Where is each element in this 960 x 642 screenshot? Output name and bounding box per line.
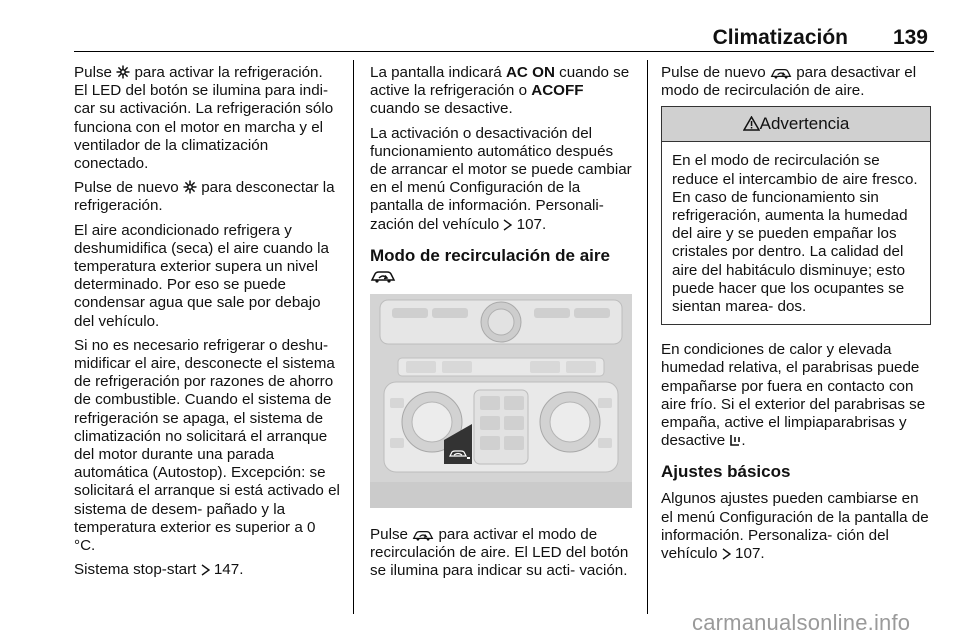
section-heading: Modo de recirculación de aire (370, 246, 634, 286)
snowflake-icon (183, 180, 197, 194)
page-reference-arrow-icon (201, 564, 210, 576)
warning-box (661, 106, 931, 325)
paragraph: La pantalla indicará AC ON cuando se active la refrigeración o ACOFF cuando se desactive. (370, 64, 630, 118)
recirculation-icon (370, 269, 396, 283)
paragraph: Pulse de nuevo para desactivar el modo de recirculación de aire. (661, 64, 917, 100)
paragraph: La activación o desactivación del funcionamiento automático después de arrancar el motor se puede cambiar en el menú Configuración de la pantalla de información. Personali- zación del vehículo 107. (370, 124, 632, 233)
column-3 (661, 64, 931, 569)
page-reference-arrow-icon (722, 548, 731, 560)
paragraph: Pulse para activar el modo de recirculación de aire. El LED del botón se ilumina para indicar su acti- vación. (370, 525, 629, 580)
column-1 (74, 64, 340, 585)
column-divider-1 (353, 60, 354, 614)
paragraph: Si no es necesario refrigerar o deshu- midificar el aire, desconecte el sistema de refrigeración por razones de ahorro de combustible. Cuando el sistema de refrigeración se apaga, el sistema de climatización no solicitará el arranque del motor durante una parada automática (Autostop). Excepción: se solicitará el arranque si está activado el sistema de desem- pañado y la temperatura exterior es superior a 0 °C. (74, 336, 340, 555)
paragraph: El aire acondicionado refrigera y deshumidifica (seca) el aire cuando la temperatura exterior supera un nivel determinado. Por eso se puede condensar agua que sale por debajo del vehículo. (74, 221, 329, 330)
warning-text: En el modo de recirculación se reduce el intercambio de aire fresco. En caso de funcionamiento sin refrigeración, aumenta la humedad del aire y se pueden empañar los cristales por dentro. La calidad del aire del habitáculo disminuye; esto puede hacer que los ocupantes se sientan marea- dos. (672, 152, 918, 316)
recirculation-icon (770, 67, 792, 79)
wiper-icon (729, 434, 741, 447)
warning-header (662, 107, 930, 142)
warning-triangle-icon (743, 116, 760, 131)
paragraph: Pulse para activar la refrigeración. El LED del botón se ilumina para indi- car su activación. La refrigeración sólo funciona con el motor en marcha y el ventilador de la climatización conectado. (74, 64, 334, 173)
watermark: carmanualsonline.info (692, 610, 911, 635)
section-heading: Ajustes básicos (661, 462, 791, 482)
header-rule (74, 51, 934, 52)
warning-title: Advertencia (759, 114, 850, 134)
page-reference-arrow-icon (503, 219, 512, 231)
snowflake-icon (116, 65, 130, 79)
recirculation-icon (412, 529, 434, 541)
climate-control-panel-image (370, 294, 632, 508)
page-header (74, 22, 934, 50)
paragraph: Algunos ajustes pueden cambiarse en el menú Configuración de la pantalla de información. Personaliza- ción del vehículo 107. (661, 490, 929, 563)
page-title: Climatización (712, 26, 848, 49)
paragraph: Pulse de nuevo para desconectar la refrigeración. (74, 179, 335, 215)
column-divider-2 (647, 60, 648, 614)
paragraph: En condiciones de calor y elevada humedad relativa, el parabrisas puede empañarse por fuera en contacto con aire frío. Si el exterior del parabrisas se empaña, active el limpiaparabrisas y desactive . (661, 341, 926, 450)
column-2 (370, 64, 634, 586)
page-number: 139 (892, 26, 928, 49)
paragraph: Sistema stop-start 147. (74, 561, 244, 579)
